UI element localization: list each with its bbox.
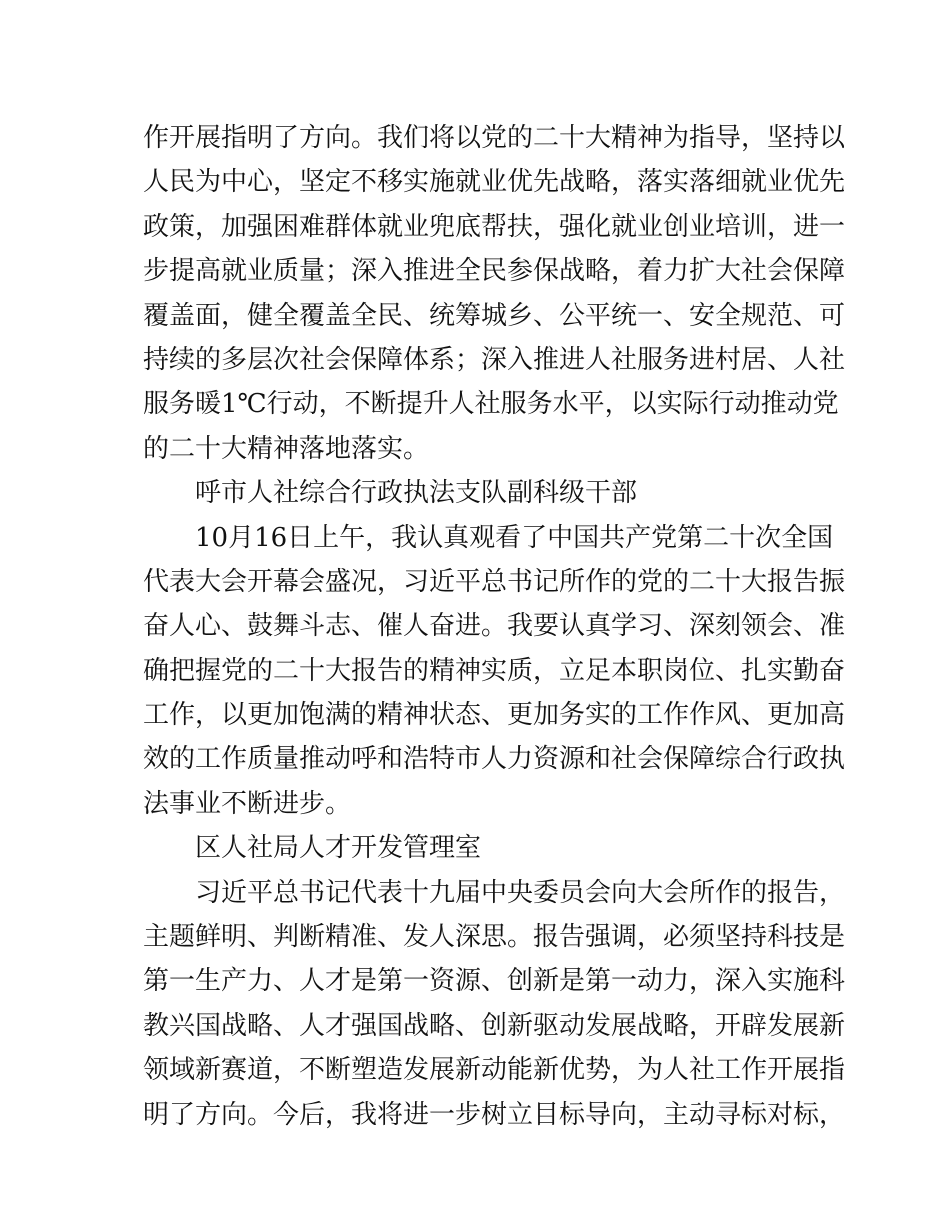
text-line: 覆盖面，健全覆盖全民、统筹城乡、公平统一、安全规范、可 [143,300,846,331]
paragraph [143,871,846,1137]
text-line: 习近平总书记代表十九届中央委员会向大会所作的报告， [195,877,846,908]
text-line: 作开展指明了方向。我们将以党的二十大精神为指导，坚持以 [143,123,846,153]
text-line: 代表大会开幕会盛况，习近平总书记所作的党的二十大报告振 [143,566,846,597]
section-heading [143,471,815,515]
text-line: 确把握党的二十大报告的精神实质，立足本职岗位、扎实勤奋 [143,655,846,686]
text-line: 教兴国战略、人才强国战略、创新驱动发展战略，开辟发展新 [143,1010,846,1041]
text-line: 领域新赛道，不断塑造发展新动能新优势，为人社工作开展指 [143,1055,846,1086]
text-line: 持续的多层次社会保障体系；深入推进人社服务进村居、人社 [143,344,846,375]
text-line: 10月16日上午，我认真观看了中国共产党第二十次全国 [195,522,834,553]
document-body [143,116,846,1137]
text-line: 步提高就业质量；深入推进全民参保战略，着力扩大社会保障 [143,256,846,287]
text-line: 主题鲜明、判断精准、发人深思。报告强调，必须坚持科技是 [143,922,846,953]
text-line: 奋人心、鼓舞斗志、催人奋进。我要认真学习、深刻领会、准 [143,611,846,642]
text-line: 服务暖1℃行动，不断提升人社服务水平，以实际行动推动党 [143,389,839,420]
paragraph-continuation [143,116,846,471]
section-heading [143,826,815,870]
text-line: 法事业不断进步。 [143,788,352,819]
heading-line: 呼市人社综合行政执法支队副科级干部 [195,478,638,509]
heading-line: 区人社局人才开发管理室 [195,833,482,864]
text-line: 的二十大精神落地落实。 [143,433,430,464]
text-line: 政策，加强困难群体就业兜底帮扶，强化就业创业培训，进一 [143,211,846,242]
text-line: 工作，以更加饱满的精神状态、更加务实的工作作风、更加高 [143,700,846,731]
text-line: 第一生产力、人才是第一资源、创新是第一动力，深入实施科 [143,966,846,997]
text-line: 明了方向。今后，我将进一步树立目标导向，主动寻标对标， [143,1099,846,1130]
paragraph [143,516,846,827]
text-line: 人民为中心，坚定不移实施就业优先战略，落实落细就业优先 [143,167,846,198]
text-line: 效的工作质量推动呼和浩特市人力资源和社会保障综合行政执 [143,744,846,775]
